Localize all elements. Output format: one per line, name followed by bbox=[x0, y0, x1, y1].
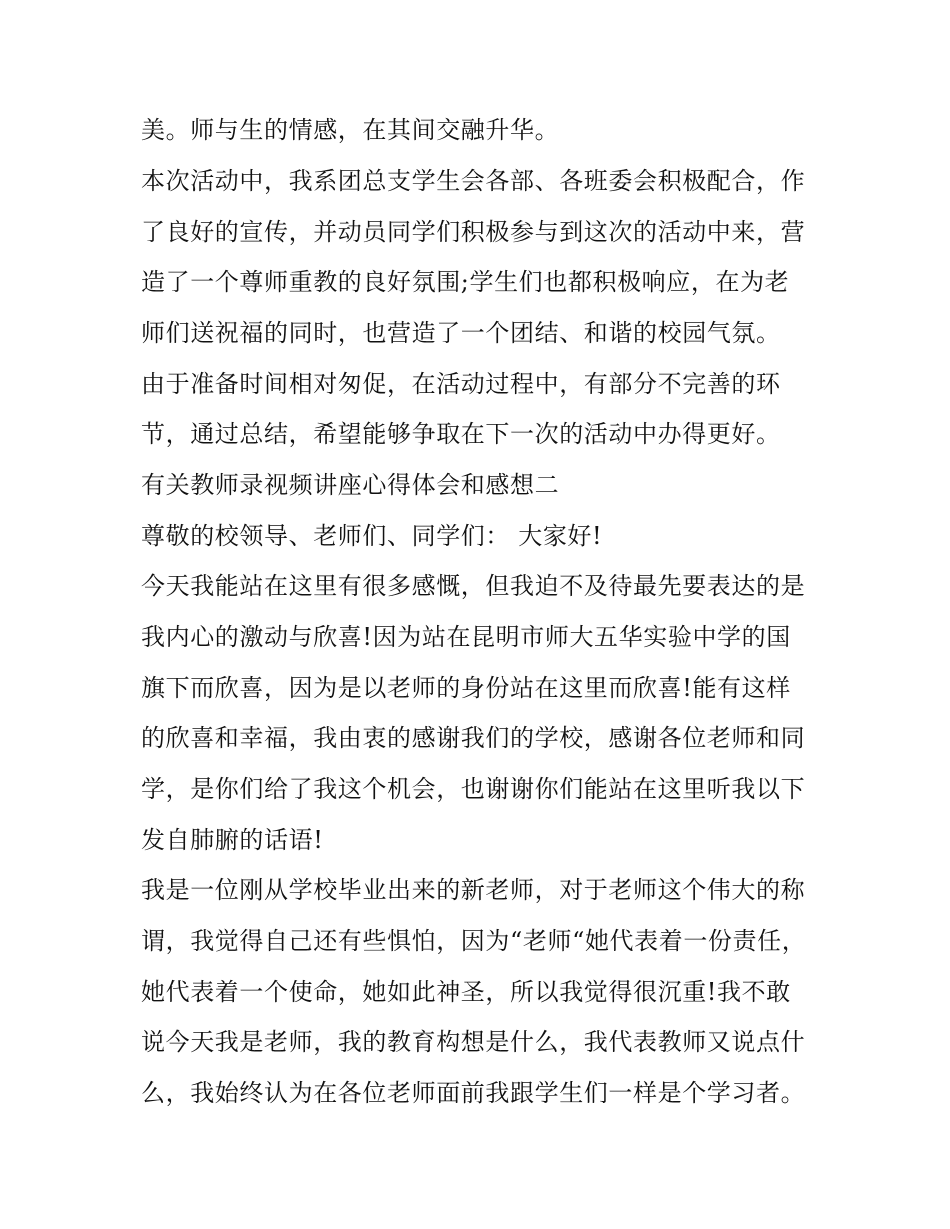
text-line: 的欣喜和幸福，我由衷的感谢我们的学校，感谢各位老师和同 bbox=[141, 724, 806, 752]
text-line: 由于准备时间相对匆促，在活动过程中，有部分不完善的环 bbox=[141, 370, 781, 398]
text-line: 我内心的激动与欣喜!因为站在昆明市师大五华实验中学的国 bbox=[141, 623, 791, 651]
salutation: 尊敬的校领导、老师们、同学们： 大家好! bbox=[141, 522, 603, 550]
text-line: 学，是你们给了我这个机会，也谢谢你们能站在这里听我以下 bbox=[141, 775, 806, 803]
text-line: 本次活动中，我系团总支学生会各部、各班委会积极配合，作 bbox=[141, 167, 806, 195]
section-heading: 有关教师录视频讲座心得体会和感想二 bbox=[141, 471, 560, 499]
text-line: 说今天我是老师，我的教育构想是什么，我代表教师又说点什 bbox=[141, 1028, 806, 1056]
text-line: 了良好的宣传，并动员同学们积极参与到这次的活动中来，营 bbox=[141, 218, 806, 246]
text-line: 谓，我觉得自己还有些惧怕，因为“老师“她代表着一份责任， bbox=[141, 927, 807, 955]
text-line: 发自肺腑的话语! bbox=[141, 826, 324, 854]
text-line: 美。师与生的情感，在其间交融升华。 bbox=[141, 116, 560, 144]
text-line: 造了一个尊师重教的良好氛围;学生们也都积极响应，在为老 bbox=[141, 268, 790, 296]
text-line: 今天我能站在这里有很多感慨，但我迫不及待最先要表达的是 bbox=[141, 572, 806, 600]
text-line: 师们送祝福的同时，也营造了一个团结、和谐的校园气氛。 bbox=[141, 319, 781, 347]
text-line: 节，通过总结，希望能够争取在下一次的活动中办得更好。 bbox=[141, 420, 781, 448]
text-line: 她代表着一个使命，她如此神圣，所以我觉得很沉重!我不敢 bbox=[141, 978, 791, 1006]
text-line: 我是一位刚从学校毕业出来的新老师，对于老师这个伟大的称 bbox=[141, 876, 806, 904]
text-line: 么，我始终认为在各位老师面前我跟学生们一样是个学习者。 bbox=[141, 1079, 806, 1107]
text-line: 旗下而欣喜，因为是以老师的身份站在这里而欣喜!能有这样 bbox=[141, 674, 791, 702]
